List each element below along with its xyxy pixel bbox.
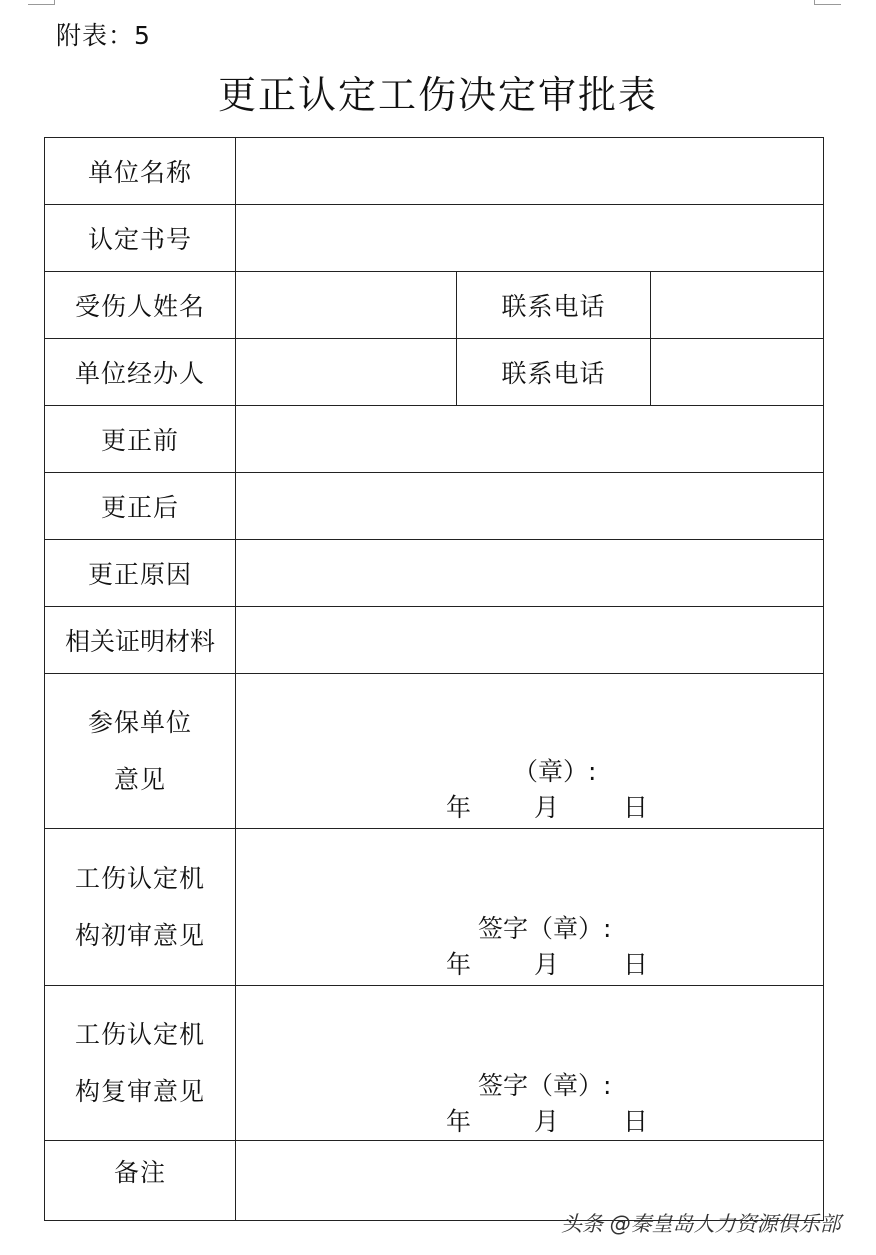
- month-label: 月: [534, 950, 560, 979]
- label-materials: 相关证明材料: [45, 607, 236, 674]
- row-after: [45, 473, 824, 540]
- sign-seal-label: 签字（章）:: [478, 1071, 612, 1100]
- day-label: 日: [623, 950, 649, 979]
- field-cert-no[interactable]: [236, 205, 824, 272]
- field-phone-2[interactable]: [651, 339, 824, 406]
- label-initial-review-line2: 构初审意见: [74, 921, 205, 950]
- label-initial-review: [45, 829, 236, 986]
- label-insured-opinion-line1: 参保单位: [87, 708, 192, 737]
- row-injured-name: [45, 272, 824, 339]
- field-agent[interactable]: [236, 339, 457, 406]
- label-after: 更正后: [45, 473, 236, 540]
- label-insured-opinion: [45, 674, 236, 829]
- year-label: 年: [446, 793, 472, 822]
- field-unit-name[interactable]: [236, 138, 824, 205]
- seal-label: （章）:: [513, 757, 597, 786]
- label-before: 更正前: [45, 406, 236, 473]
- field-phone-1[interactable]: [651, 272, 824, 339]
- label-reason: 更正原因: [45, 540, 236, 607]
- approval-form-table: [44, 137, 824, 1221]
- label-insured-opinion-line2: 意见: [113, 765, 166, 794]
- corner-mark-right: [814, 0, 841, 5]
- month-label: 月: [534, 1107, 560, 1136]
- label-unit-name: 单位名称: [45, 138, 236, 205]
- attachment-label: 附表：5: [56, 21, 151, 50]
- watermark-text: 头条 @秦皇岛人力资源俱乐部: [561, 1212, 841, 1236]
- sign-seal-label: 签字（章）:: [478, 914, 612, 943]
- field-materials[interactable]: [236, 607, 824, 674]
- field-reason[interactable]: [236, 540, 824, 607]
- row-reason: [45, 540, 824, 607]
- label-re-review: [45, 986, 236, 1141]
- label-injured-name: 受伤人姓名: [45, 272, 236, 339]
- page-title: 更正认定工伤决定审批表: [217, 73, 658, 117]
- label-phone-2: 联系电话: [457, 339, 651, 406]
- day-label: 日: [623, 1107, 649, 1136]
- label-re-review-line1: 工伤认定机: [74, 1020, 205, 1049]
- corner-mark-left: [28, 0, 55, 5]
- field-re-review[interactable]: [236, 986, 824, 1141]
- label-remarks: 备注: [45, 1141, 236, 1221]
- label-re-review-line2: 构复审意见: [74, 1077, 205, 1106]
- row-agent: [45, 339, 824, 406]
- row-initial-review: [45, 829, 824, 986]
- row-materials: [45, 607, 824, 674]
- field-insured-opinion[interactable]: [236, 674, 824, 829]
- day-label: 日: [623, 793, 649, 822]
- row-cert-no: [45, 205, 824, 272]
- year-label: 年: [446, 1107, 472, 1136]
- label-phone-1: 联系电话: [457, 272, 651, 339]
- month-label: 月: [534, 793, 560, 822]
- field-before[interactable]: [236, 406, 824, 473]
- row-unit-name: [45, 138, 824, 205]
- field-after[interactable]: [236, 473, 824, 540]
- label-cert-no: 认定书号: [45, 205, 236, 272]
- year-label: 年: [446, 950, 472, 979]
- label-agent: 单位经办人: [45, 339, 236, 406]
- field-initial-review[interactable]: [236, 829, 824, 986]
- field-injured-name[interactable]: [236, 272, 457, 339]
- row-insured-opinion: [45, 674, 824, 829]
- row-re-review: [45, 986, 824, 1141]
- label-initial-review-line1: 工伤认定机: [74, 864, 205, 893]
- row-before: [45, 406, 824, 473]
